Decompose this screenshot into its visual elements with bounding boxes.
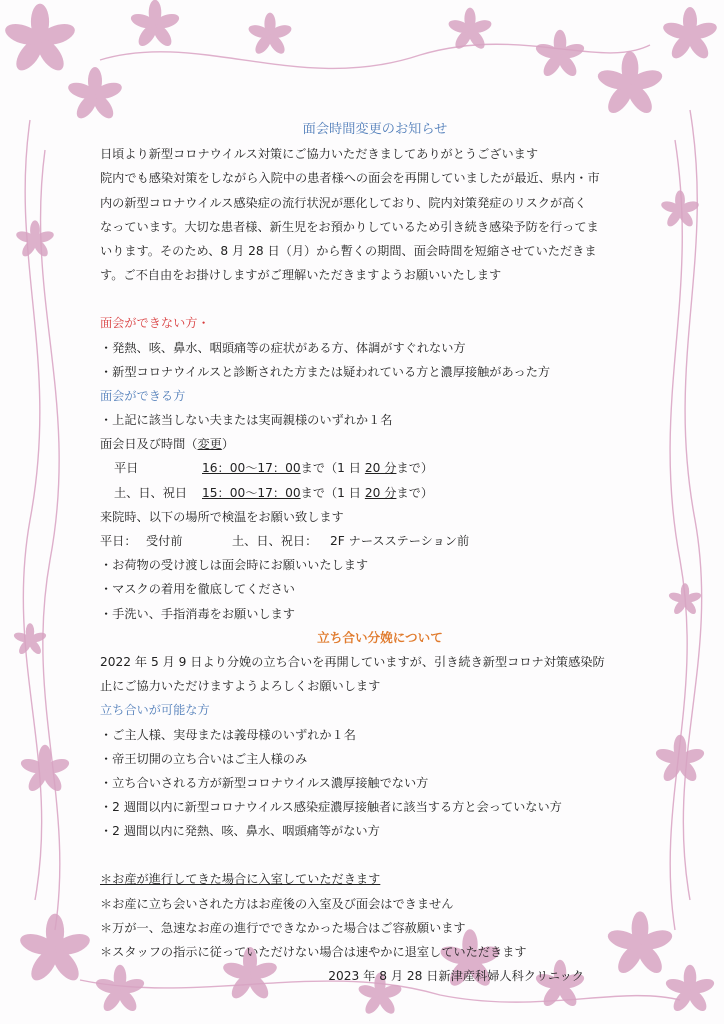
birth-body: 止にご協力いただけますようよろしくお願いします bbox=[100, 679, 381, 694]
note-item: ＊万が一、急速なお産の進行でできなかった場合はご容赦願います bbox=[100, 920, 466, 935]
rule-item: ・マスクの着用を徹底してください bbox=[100, 582, 295, 597]
can-visit-item: ・上記に該当しない夫または実両親様のいずれか１名 bbox=[100, 413, 393, 428]
intro-line: 日頃より新型コロナウイルス対策にご協力いただきましてありがとうございます bbox=[100, 147, 539, 162]
birth-item: ・2 週間以内に新型コロナウイルス感染症濃厚接触者に該当する方と会っていない方 bbox=[100, 800, 562, 815]
visit-hours-label: 面会日及び時間（変更） bbox=[100, 437, 235, 452]
note-item: ＊スタッフの指示に従っていただけない場合は速やかに退室していただきます bbox=[100, 945, 527, 959]
birth-item: ・立ち合いされる方が新型コロナウイルス濃厚接触でない方 bbox=[100, 775, 429, 790]
birth-item: ・2 週間以内に発熱、咳、鼻水、咽頭痛等がない方 bbox=[100, 824, 380, 839]
rule-item: ・手洗い、手指消毒をお願いします bbox=[100, 606, 295, 621]
note-item: ＊お産に立ち会いされた方はお産後の入室及び面会はできません bbox=[100, 896, 454, 911]
no-visit-item: ・発熱、咳、鼻水、咽頭痛等の症状がある方、体調がすぐれない方 bbox=[100, 340, 466, 355]
checkin-places: 平日： 受付前 土、日、祝日： 2F ナースステーション前 bbox=[100, 534, 470, 548]
checkin-line: 来院時、以下の場所で検温をお願い致します bbox=[100, 509, 344, 524]
intro-line: 院内でも感染対策をしながら入院中の患者様への面会を再開していましたが最近、県内・市 bbox=[100, 171, 600, 186]
signature: 2023 年 8 月 28 日新津産科婦人科クリニック bbox=[328, 969, 584, 984]
holiday-hours: 土、日、祝日 15：00～17：00まで（1 日 20 分まで） bbox=[114, 485, 434, 500]
notice-title: 面会時間変更のお知らせ bbox=[302, 122, 448, 137]
weekday-hours: 平日 16：00～17：00まで（1 日 20 分まで） bbox=[114, 461, 434, 476]
rule-item: ・お荷物の受け渡しは面会時にお願いいたします bbox=[100, 558, 369, 573]
intro-line: 内の新型コロナウイルス感染症の流行状況が悪化しており、院内対策発症のリスクが高く bbox=[100, 195, 587, 210]
intro-line: なっています。大切な患者様、新生児をお預かりしているため引き続き感染予防を行ってま bbox=[100, 219, 599, 234]
birth-item: ・帝王切開の立ち合いはご主人様のみ bbox=[100, 751, 308, 766]
note-item: ＊お産が進行してきた場合に入室していただきます bbox=[100, 872, 381, 887]
birth-heading: 立ち合い分娩について bbox=[317, 629, 443, 645]
intro-line: いります。そのため、8 月 28 日（月）から暫くの期間、面会時間を短縮させていただきま bbox=[100, 243, 597, 258]
can-visit-heading: 面会ができる方 bbox=[100, 388, 186, 403]
birth-body: 2022 年 5 月 9 日より分娩の立ち合いを再開していますが、引き続き新型コロナ対策感染防 bbox=[100, 654, 605, 669]
birth-item: ・ご主人様、実母または義母様のいずれか１名 bbox=[100, 727, 356, 742]
birth-sub-heading: 立ち合いが可能な方 bbox=[100, 703, 210, 718]
no-visit-item: ・新型コロナウイルスと診断された方または疑われている方と濃厚接触があった方 bbox=[100, 364, 551, 379]
no-visit-heading: 面会ができない方・ bbox=[100, 316, 210, 331]
notice-body bbox=[100, 118, 640, 988]
intro-line: す。ご不自由をお掛けしますがご理解いただきますようお願いいたします bbox=[100, 268, 502, 283]
